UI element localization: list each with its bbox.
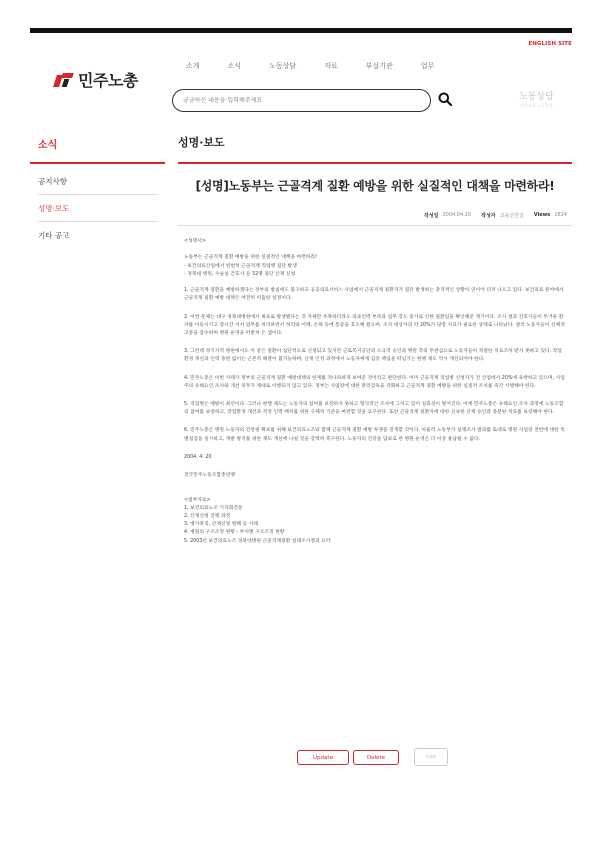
body-paragraph: 6. 민주노총은 병원 노동자의 건강권 확보를 위해 보건의료노조와 함께 근골격계 질환 예방 투쟁을 전개할 것이다. 아울러 노동부가 실태조사 결과를 토대로 병원 사업장 전반에 대한 특별점검을 실시하고, 재발 방지를 위한 제도 개선에 나설 것을 강력히 촉구한다. 노동자의 건강을 담보로 한 병원 운영은 더 이상 용납될 수 없다. [184, 428, 565, 442]
date-label: 작성일 [423, 213, 439, 219]
attachments-heading: <첨부자료> [184, 497, 211, 503]
english-site-link[interactable]: ENGLISH SITE [528, 41, 572, 47]
post-date: 2004.04.20 [442, 212, 472, 218]
post-views: 2824 [554, 212, 567, 218]
attachment-item: 3. 병가휴직, 산재신청 방해 등 사례 [184, 522, 258, 528]
search-box [172, 89, 431, 112]
body-date: 2004. 4. 20 [184, 454, 212, 460]
post-author: 교육선전실 [499, 213, 524, 219]
delete-button[interactable]: Delete [353, 750, 399, 765]
update-button[interactable]: Update [297, 750, 349, 765]
sidebar-divider [30, 162, 165, 164]
sidebar-menu [38, 176, 158, 257]
page-title: 성명·보도 [178, 136, 225, 149]
content-divider [178, 162, 572, 164]
post-title: [성명]노동부는 근골격계 질환 예방을 위한 실질적인 대책을 마련하라! [195, 179, 555, 193]
top-bar [30, 28, 572, 33]
sidebar-item-statements[interactable]: 성명·보도 [38, 204, 70, 213]
nav-item-about[interactable]: 소개 [186, 62, 200, 70]
meta-divider [178, 225, 572, 226]
search-icon[interactable] [438, 92, 452, 106]
nav-item-consult[interactable]: 노동상담 [269, 62, 297, 70]
body-paragraph: 3. 그런데 경기지역 병원에서도 이 같은 질환이 집단적으로 신청되고 있지만 근로복지공단의 소극적 승인과 병원 측의 무관심으로 노동자들이 적절한 치료조차 받지 못하고 있다. 작업 환경 개선과 인력 충원 없이는 근본적 해결이 불가능하며, 산재 인정 과정에서 노동자에게 입증 책임을 떠넘기는 현행 제도 역시 개선되어야 한다. [184, 349, 562, 363]
body-signature: 전국민주노동조합총연맹 [184, 473, 235, 479]
sidebar-item-notices[interactable]: 공지사항 [38, 177, 67, 186]
body-paragraph: 1. 근골격계 질환을 예방하겠다는 정부의 방침에도 불구하고 공공의료서비스 사업에서 근골격계 질환자가 집단 발생하는 충격적인 상황이 연이어 터져 나오고 있다. 보건의료 분야에서 근골격계 질환 예방 대책은 여전히 미흡한 실정이다. [184, 288, 564, 302]
post-body [184, 238, 568, 546]
attachment-item: 4. 병원의 구조조정 현황 - 부서별 구조조정 현황 [184, 530, 285, 536]
search-input[interactable] [183, 97, 430, 104]
nav-item-affiliates[interactable]: 부설기관 [365, 62, 393, 70]
sidebar-title: 소식 [38, 140, 58, 151]
consult-label: 노동상담 [519, 92, 554, 102]
logo[interactable] [55, 68, 138, 91]
views-label: Views [533, 212, 551, 218]
body-paragraph: 4. 민주노총은 이번 사태가 정부의 근골격계 질환 예방대책의 한계를 적나라하게 보여준 것이라고 판단한다. 이미 근골격계 직업병 신청자가 전 산업에서 20%에 육박하고 있으며, 사업주의 유해요인 조사와 개선 의무가 제대로 이행되지 않고 있다. 정부는 사업장에 대한 관리감독을 강화하고 근골격계 질환 예방을 위한 실질적 조치를 즉각 시행해야 한다. [184, 375, 565, 389]
nav-item-resources[interactable]: 자료 [324, 62, 338, 70]
sidebar-item-other-notices[interactable]: 기타 공고 [38, 231, 70, 240]
body-paragraph: 5. 직업병은 예방이 최선이다. 그러나 현행 제도는 노동자의 참여를 보장하지 못하고 형식적인 조사에 그치고 있어 실효성이 떨어진다. 이에 민주노총은 유해요인 조사 과정에 노동조합의 참여를 보장하고, 작업환경 개선과 적정 인력 배치를 위한 구체적 기준을 마련할 것을 요구한다. 또한 근골격계 질환자에 대한 신속한 산재 승인과 충분한 치료를 보장해야 한다. [184, 402, 564, 416]
body-line: <성명서> [184, 239, 206, 244]
author-label: 작성자 [481, 213, 496, 219]
sidebar-separator [38, 194, 158, 195]
attachment-item: 1. 보건의료노조 기자회견문 [184, 505, 243, 511]
post-meta [424, 212, 567, 219]
consult-sublabel: 민주노총 노동상담 [520, 103, 553, 108]
nav-item-news[interactable]: 소식 [227, 62, 242, 70]
attachment-item: 2. 산재신청 진행 과정 [184, 514, 231, 520]
body-line: 노동부는 근골격계 질환 예방을 위한 실질적인 대책을 마련하라! [184, 255, 318, 261]
body-line: - 경북대 병원, 수술실 간호사 등 32명 집단 산재 신청 [184, 271, 296, 277]
body-line: - 보건의료산업에서 빈번히 근골격계 직업병 집단 발생 [184, 263, 297, 269]
list-button[interactable]: List [414, 748, 448, 766]
main-nav [186, 61, 462, 71]
logo-mark-icon [55, 73, 75, 87]
sidebar-separator [38, 221, 158, 222]
logo-text: 민주노총 [78, 71, 138, 90]
nav-item-work[interactable]: 업무 [420, 62, 435, 70]
body-paragraph: 2. 이번 문제는 대구 경북대병원에서 최초로 발생했다는 것 자체만 주목하더라도 의료인력 부족과 업무 강도 증가로 인한 질환임을 확인해준 계기이다. 조사 결과 간호사들이 무거운 환자를 이동시키고 장시간 서서 업무를 처리하면서 허리와 어깨, 손목 등에 통증을 호소해 왔으며, 조사 대상자의 약 20%가 당장 치료가 필요한 상태로 나타났다. 결국 노동자들이 신체적 고통을 감수하며 병원 운영을 떠받쳐 온 셈이다. [184, 314, 565, 336]
consult-link[interactable] [519, 89, 554, 109]
attachment-item: 5. 2003년 보건의료노조 경북대병원 근골격계질환 실태조사결과 요약 [184, 538, 331, 544]
